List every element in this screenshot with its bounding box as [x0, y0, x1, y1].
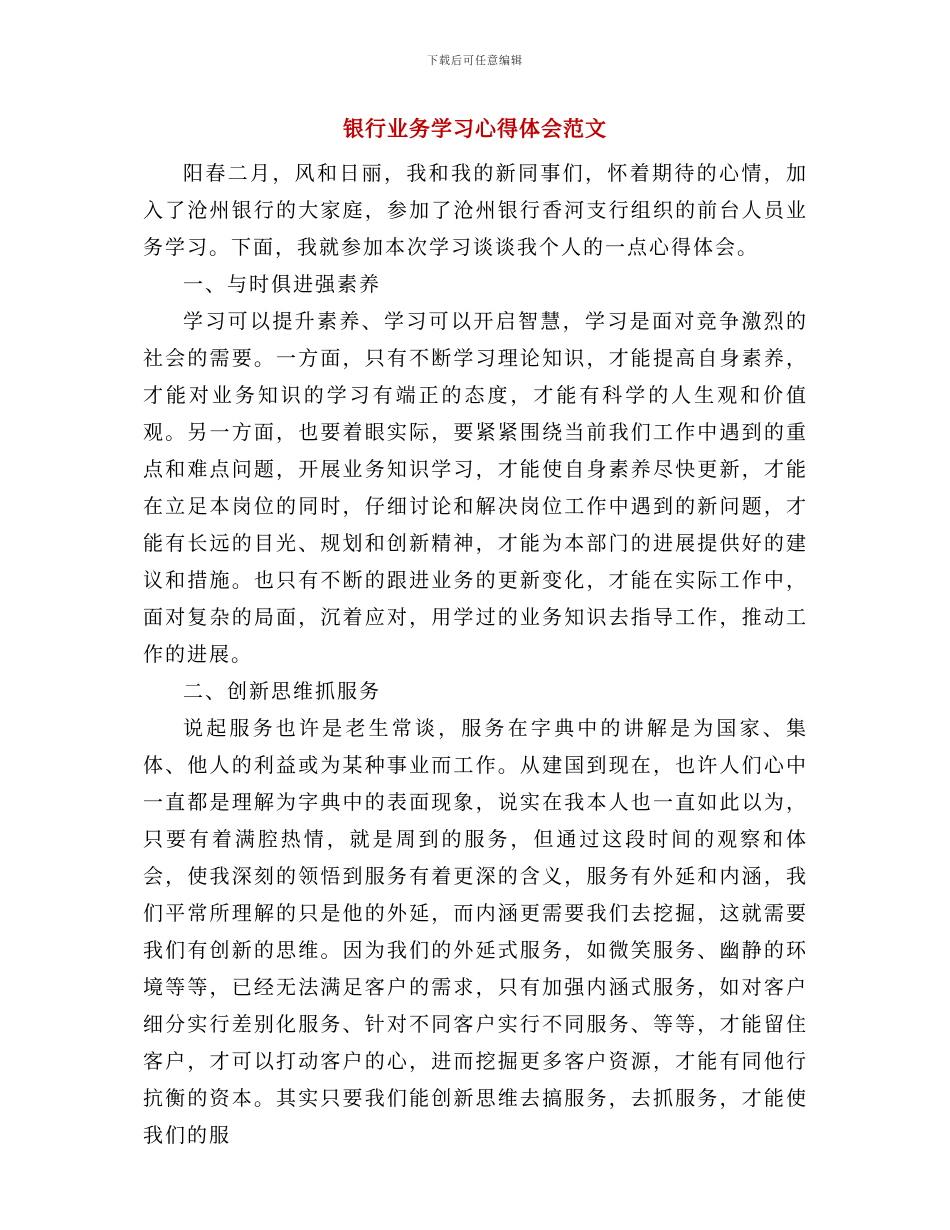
document-title: 银行业务学习心得体会范文	[343, 116, 607, 141]
section-2-heading: 二、创新思维抓服务	[183, 679, 381, 703]
intro-paragraph: 阳春二月，风和日丽，我和我的新同事们，怀着期待的心情，加入了沧州银行的大家庭，参加了沧州银行香河支行组织的前台人员业务学习。下面，我就参加本次学习谈谈我个人的一点心得体会。	[143, 161, 808, 259]
section-1-heading: 一、与时俱进强素养	[183, 272, 381, 296]
section-1-paragraph: 学习可以提升素养、学习可以开启智慧，学习是面对竞争激烈的社会的需要。一方面，只有不断学习理论知识，才能提高自身素养，才能对业务知识的学习有端正的态度，才能有科学的人生观和价值观。另一方面，也要着眼实际，要紧紧围绕当前我们工作中遇到的重点和难点问题，开展业务知识学习，才能使自身素养尽快更新，才能在立足本岗位的同时，仔细讨论和解决岗位工作中遇到的新问题，才能有长远的目光、规划和创新精神，才能为本部门的进展提供好的建议和措施。也只有不断的跟进业务的更新变化，才能在实际工作中，面对复杂的局面，沉着应对，用学过的业务知识去指导工作，推动工作的进展。	[143, 309, 808, 666]
document-body	[143, 155, 808, 1154]
section-2-paragraph: 说起服务也许是老生常谈，服务在字典中的讲解是为国家、集体、他人的利益或为某种事业而工作。从建国到现在，也许人们心中一直都是理解为字典中的表面现象，说实在我本人也一直如此以为，只要有着满腔热情，就是周到的服务，但通过这段时间的观察和体会，使我深刻的领悟到服务有着更深的含义，服务有外延和内涵，我们平常所理解的只是他的外延，而内涵更需要我们去挖掘，这就需要我们有创新的思维。因为我们的外延式服务，如微笑服务、幽静的环境等等，已经无法满足客户的需求，只有加强内涵式服务，如对客户细分实行差别化服务、针对不同客户实行不同服务、等等，才能留住客户，才可以打动客户的心，进而挖掘更多客户资源，才能有同他行抗衡的资本。其实只要我们能创新思维去搞服务，去抓服务，才能使我们的服	[143, 716, 808, 1147]
page-header: 下载后可任意编辑	[427, 54, 523, 67]
